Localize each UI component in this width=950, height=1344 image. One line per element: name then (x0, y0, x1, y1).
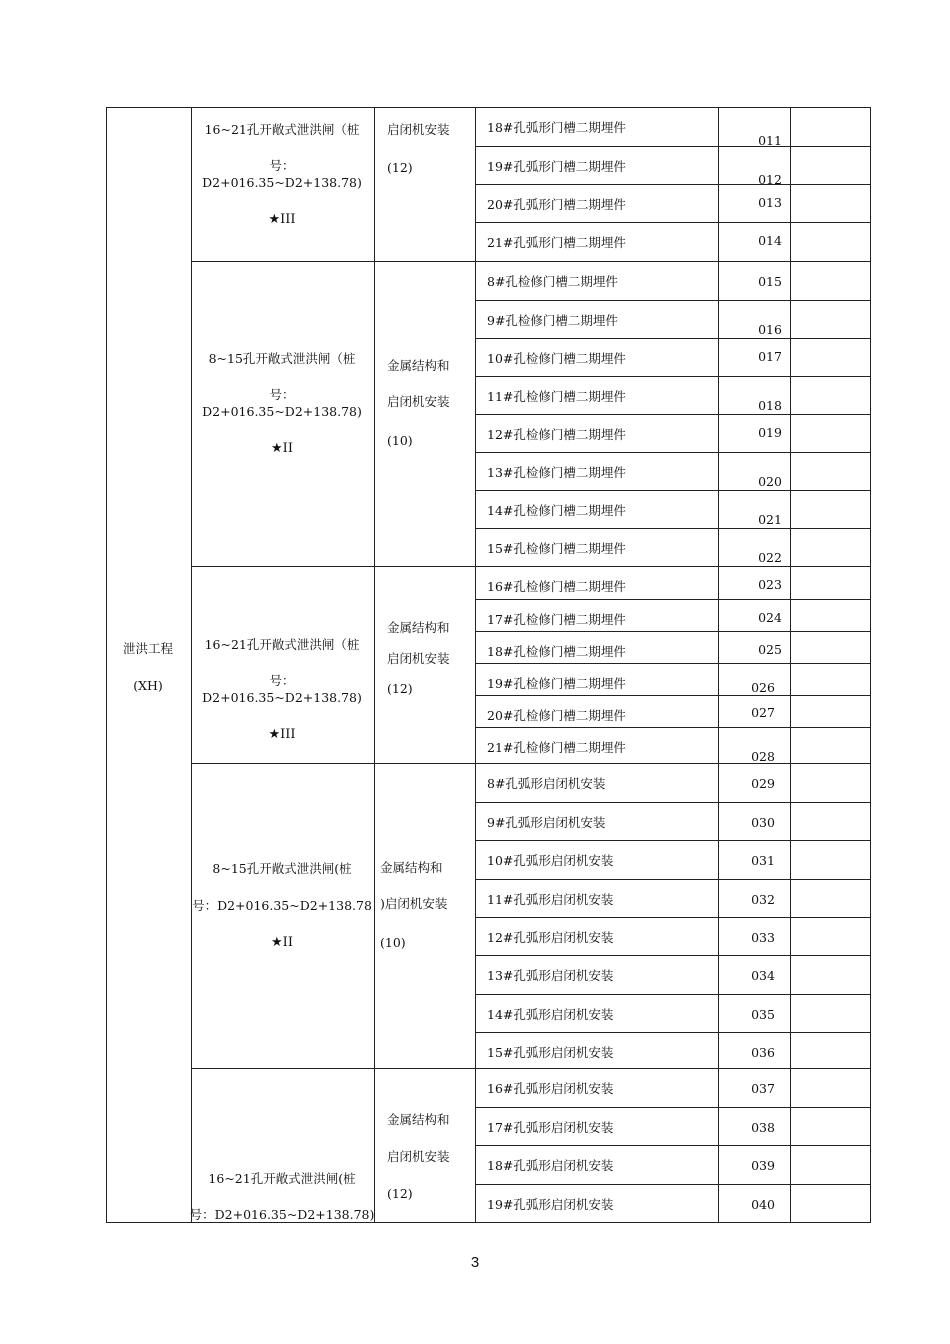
item-name: 21#孔检修门槽二期埋件 (487, 740, 626, 755)
item-name: 13#孔检修门槽二期埋件 (487, 465, 626, 480)
item-code: 035 (751, 1007, 775, 1022)
table-rule (475, 1032, 870, 1033)
item-name: 20#孔检修门槽二期埋件 (487, 708, 626, 723)
unit-grade: ★III (268, 727, 296, 742)
page-number: 3 (470, 1254, 480, 1271)
section-name-line: (12) (387, 681, 413, 696)
item-code: 019 (758, 425, 782, 440)
table-rule (191, 1068, 870, 1069)
item-code: 015 (758, 274, 782, 289)
table-rule (475, 338, 870, 339)
table-rule (475, 1107, 870, 1108)
item-name: 10#孔检修门槽二期埋件 (487, 351, 626, 366)
table-rule (475, 146, 870, 147)
unit-grade: ★II (271, 935, 293, 950)
item-name: 8#孔弧形启闭机安装 (487, 776, 606, 791)
item-name: 8#孔检修门槽二期埋件 (487, 274, 618, 289)
item-code: 014 (758, 233, 782, 248)
item-name: 11#孔检修门槽二期埋件 (487, 389, 626, 404)
item-code: 026 (751, 680, 775, 695)
table-rule (475, 695, 870, 696)
item-code: 036 (751, 1045, 775, 1060)
item-code: 034 (751, 968, 775, 983)
section-name-line: 金属结构和 (387, 1112, 450, 1127)
item-name: 13#孔弧形启闭机安装 (487, 968, 614, 983)
item-code: 024 (758, 610, 782, 625)
item-name: 12#孔弧形启闭机安装 (487, 930, 614, 945)
table-rule (475, 955, 870, 956)
table-rule (191, 261, 870, 262)
unit-name-line: D2+016.35~D2+138.78) (202, 690, 362, 705)
table-rule (475, 631, 870, 632)
table-rule (106, 107, 871, 108)
item-code: 037 (751, 1081, 775, 1096)
item-code: 012 (758, 172, 782, 187)
table-rule (475, 917, 870, 918)
unit-name-line: 16~21孔开敞式泄洪闸（桩 (204, 637, 360, 652)
project-name: 泄洪工程 (122, 641, 174, 656)
item-code: 030 (751, 815, 775, 830)
section-name-line: )启闭机安装 (380, 896, 448, 911)
section-name-line: 金属结构和 (380, 860, 443, 875)
item-name: 19#孔弧形门槽二期埋件 (487, 159, 626, 174)
item-name: 20#孔弧形门槽二期埋件 (487, 197, 626, 212)
unit-grade: ★II (271, 441, 293, 456)
table-rule (475, 376, 870, 377)
table-rule (191, 107, 192, 1222)
table-rule (475, 1184, 870, 1185)
section-name-line: 启闭机安装 (387, 122, 450, 137)
item-name: 16#孔弧形启闭机安装 (487, 1081, 614, 1096)
unit-name-line: 号：D2+016.35~D2+138.78 (192, 898, 372, 913)
section-name-line: (10) (380, 935, 406, 950)
unit-name-line: 16~21孔开敞式泄洪闸(桩 (208, 1171, 356, 1186)
table-rule (475, 528, 870, 529)
table-rule (475, 490, 870, 491)
section-name-line: 金属结构和 (387, 620, 450, 635)
table-rule (374, 107, 375, 1222)
item-name: 21#孔弧形门槽二期埋件 (487, 235, 626, 250)
item-name: 14#孔检修门槽二期埋件 (487, 503, 626, 518)
unit-name-line: 号：D2+016.35~D2+138.78) (189, 1207, 375, 1222)
item-code: 013 (758, 195, 782, 210)
unit-name-line: D2+016.35~D2+138.78) (202, 404, 362, 419)
item-name: 16#孔检修门槽二期埋件 (487, 579, 626, 594)
item-name: 15#孔弧形启闭机安装 (487, 1045, 614, 1060)
item-code: 022 (758, 550, 782, 565)
table-rule (475, 107, 476, 1222)
table-rule (475, 452, 870, 453)
item-code: 023 (758, 577, 782, 592)
table-rule (191, 566, 870, 567)
item-code: 016 (758, 322, 782, 337)
item-code: 018 (758, 398, 782, 413)
section-name-line: 启闭机安装 (387, 394, 450, 409)
table-rule (475, 184, 870, 185)
section-name-line: (12) (387, 160, 413, 175)
item-name: 19#孔检修门槽二期埋件 (487, 676, 626, 691)
table-rule (475, 1145, 870, 1146)
unit-name-line: 号： (269, 158, 295, 173)
item-code: 038 (751, 1120, 775, 1135)
section-name-line: 金属结构和 (387, 358, 450, 373)
item-name: 14#孔弧形启闭机安装 (487, 1007, 614, 1022)
item-code: 031 (751, 853, 775, 868)
section-name-line: 启闭机安装 (387, 1149, 450, 1164)
item-name: 9#孔检修门槽二期埋件 (487, 313, 618, 328)
section-name-line: (10) (387, 433, 413, 448)
table-rule (475, 802, 870, 803)
table-rule (106, 107, 107, 1222)
table-rule (475, 727, 870, 728)
item-name: 18#孔弧形门槽二期埋件 (487, 120, 626, 135)
item-code: 011 (758, 133, 782, 148)
item-code: 025 (758, 642, 782, 657)
table-rule (106, 1222, 871, 1223)
unit-grade: ★III (268, 212, 296, 227)
item-name: 18#孔弧形启闭机安装 (487, 1158, 614, 1173)
item-name: 17#孔检修门槽二期埋件 (487, 612, 626, 627)
item-code: 028 (751, 749, 775, 764)
item-code: 029 (751, 776, 775, 791)
item-code: 027 (751, 705, 775, 720)
item-name: 12#孔检修门槽二期埋件 (487, 427, 626, 442)
unit-name-line: 8~15孔开敞式泄洪闸（桩 (208, 351, 356, 366)
table-rule (475, 222, 870, 223)
table-rule (475, 994, 870, 995)
table-rule (475, 840, 870, 841)
item-name: 11#孔弧形启闭机安装 (487, 892, 614, 907)
item-code: 021 (758, 512, 782, 527)
item-code: 020 (758, 474, 782, 489)
table-rule (475, 879, 870, 880)
unit-name-line: 号： (269, 673, 295, 688)
unit-name-line: 16~21孔开敞式泄洪闸（桩 (204, 122, 360, 137)
table-rule (475, 300, 870, 301)
project-code: (XH) (133, 678, 163, 693)
item-code: 017 (758, 349, 782, 364)
table-rule (475, 663, 870, 664)
table-rule (475, 414, 870, 415)
table-rule (790, 107, 791, 1222)
item-code: 032 (751, 892, 775, 907)
item-name: 18#孔检修门槽二期埋件 (487, 644, 626, 659)
item-name: 15#孔检修门槽二期埋件 (487, 541, 626, 556)
unit-name-line: 号： (269, 387, 295, 402)
item-code: 040 (751, 1197, 775, 1212)
table-rule (870, 107, 871, 1222)
section-name-line: 启闭机安装 (387, 651, 450, 666)
item-code: 039 (751, 1158, 775, 1173)
table-rule (475, 599, 870, 600)
item-name: 19#孔弧形启闭机安装 (487, 1197, 614, 1212)
unit-name-line: 8~15孔开敞式泄洪闸(桩 (212, 861, 352, 876)
item-code: 033 (751, 930, 775, 945)
item-name: 9#孔弧形启闭机安装 (487, 815, 606, 830)
unit-name-line: D2+016.35~D2+138.78) (202, 175, 362, 190)
table-rule (718, 107, 719, 1222)
section-name-line: (12) (387, 1186, 413, 1201)
item-name: 17#孔弧形启闭机安装 (487, 1120, 614, 1135)
item-name: 10#孔弧形启闭机安装 (487, 853, 614, 868)
